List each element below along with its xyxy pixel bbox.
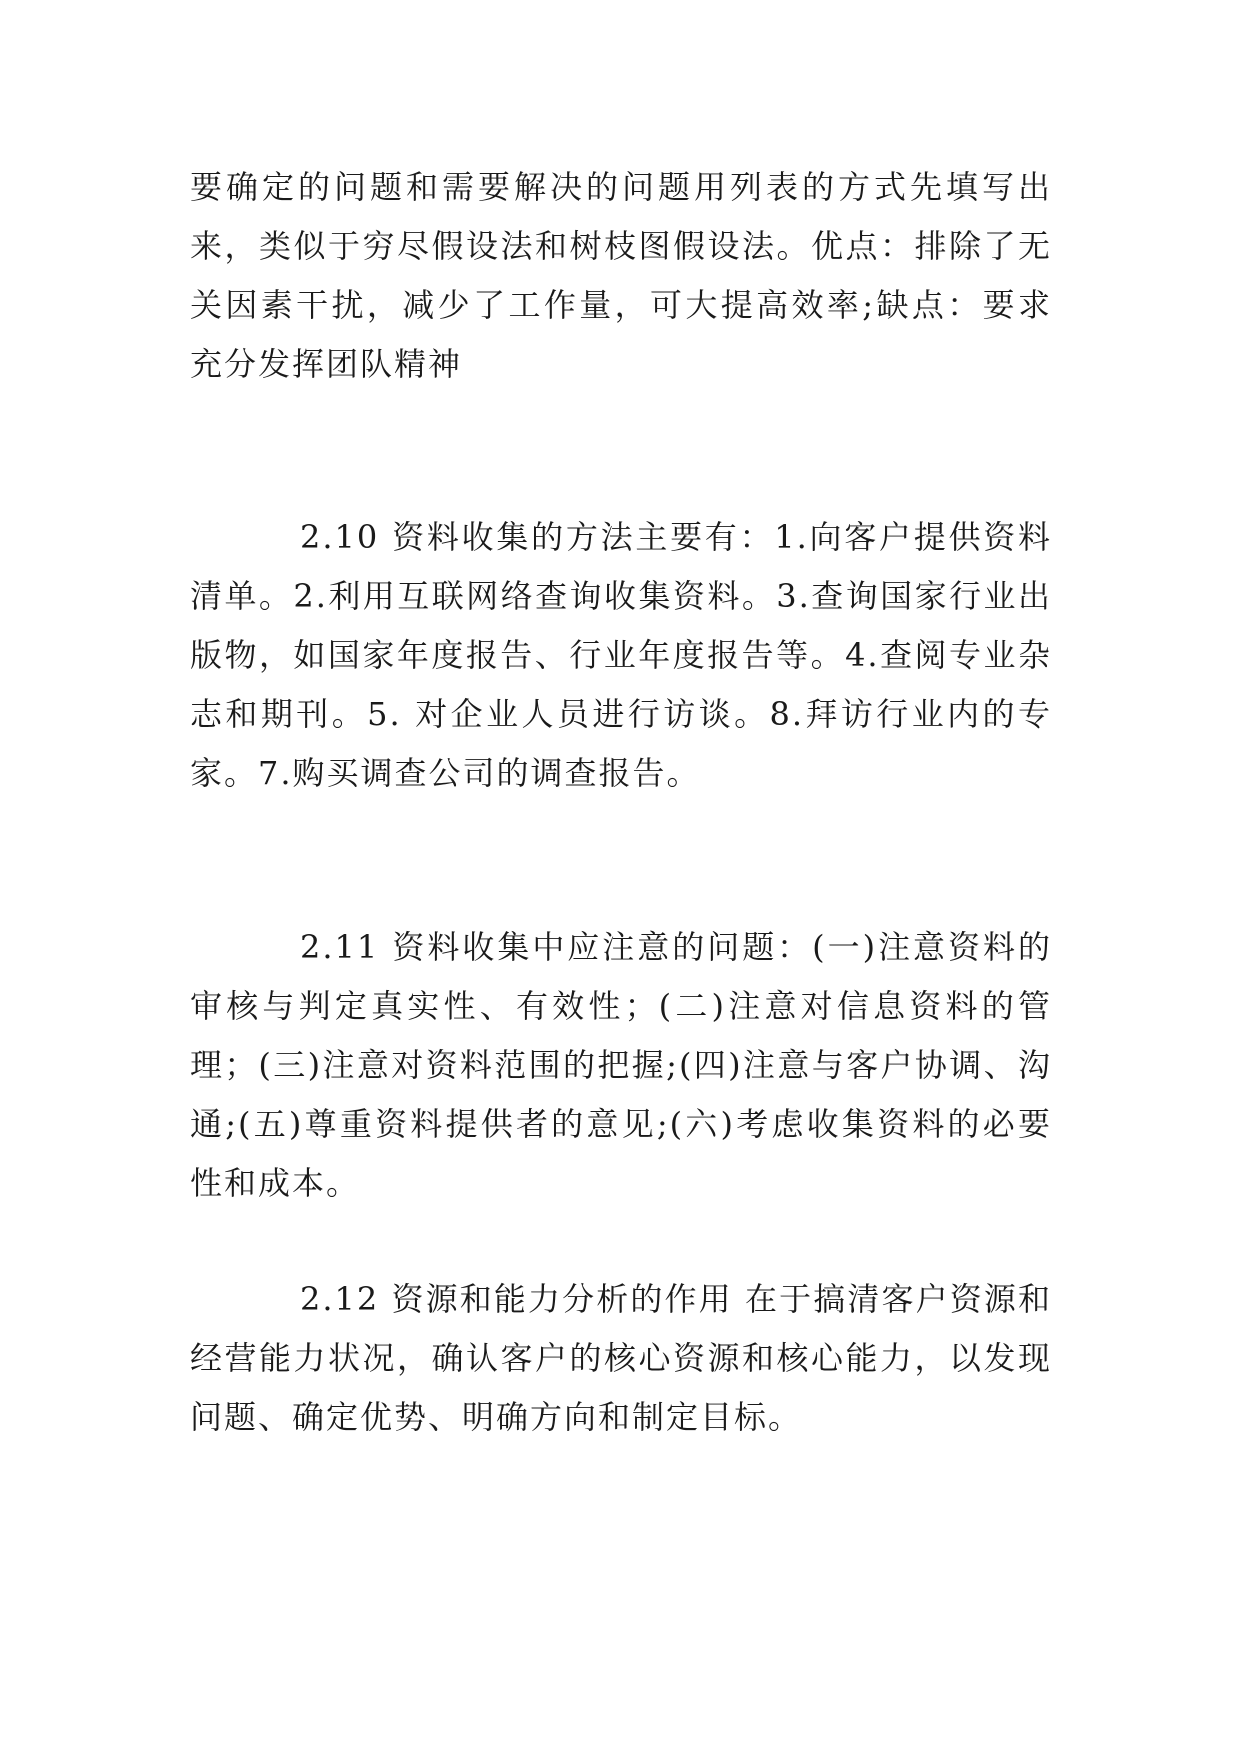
paragraph-continuation: 要确定的问题和需要解决的问题用列表的方式先填写出来，类似于穷尽假设法和树枝图假设法。优点：排除了无关因素干扰，减少了工作量，可大提高效率;缺点：要求充分发挥团队精神 (190, 168, 1052, 383)
paragraph-2-10-data-collection-methods: 2.10 资料收集的方法主要有：1.向客户提供资料清单。2.利用互联网络查询收集资料。3.查询国家行业出版物，如国家年度报告、行业年度报告等。4.查阅专业杂志和期刊。5. 对企业人员进行访谈。8.拜访行业内的专家。7.购买调查公司的调查报告。 (190, 518, 1052, 792)
paragraph-2-12-resource-capability-analysis: 2.12 资源和能力分析的作用 在于搞清客户资源和经营能力状况，确认客户的核心资源和核心能力，以发现问题、确定优势、明确方向和制定目标。 (190, 1280, 1052, 1436)
paragraph-2-11-data-collection-notes: 2.11 资料收集中应注意的问题：(一)注意资料的审核与判定真实性、有效性；(二)注意对信息资料的管理；(三)注意对资料范围的把握;(四)注意与客户协调、沟通;(五)尊重资料提供者的意见;(六)考虑收集资料的必要性和成本。 (190, 928, 1052, 1202)
